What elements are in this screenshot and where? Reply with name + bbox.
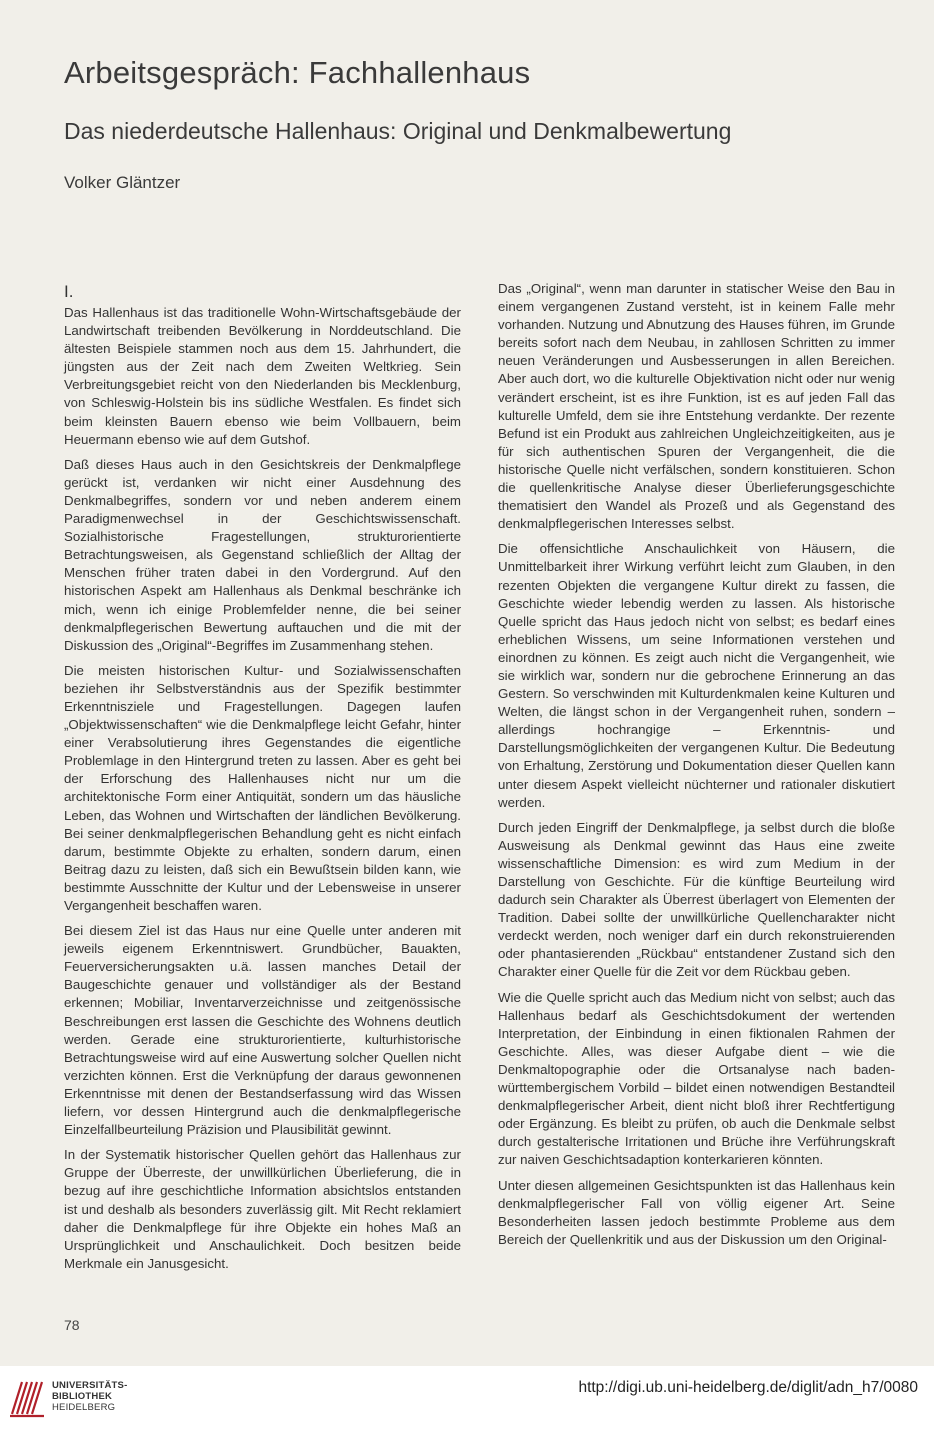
paragraph: Unter diesen allgemeinen Gesichtspunkten ist das Hallenhaus kein denkmalpflegerischer Fall von völlig eigener Art. Seine Besonderheiten lassen jedoch bestimmte Probleme aus dem Bereich der Quellenkritik und aus der Diskussion um den Original- — [498, 1177, 895, 1247]
paragraph: Durch jeden Eingriff der Denkmalpflege, ja selbst durch die bloße Ausweisung als Denkmal gewinnt das Haus eine zweite wissenschaftliche Dimension: es wird zum Medium in der Darstellung von Geschichte. Für die künftige Beurteilung wird dadurch sein Charakter als Überrest überlagert von Elementen der Tradition. Dabei sollte der unwillkürliche Quellencharakter nicht verdeckt werden, noch weniger darf ein durch rekonstruierenden oder phantasierenden „Rückbau“ entstandener Zustand sich den Charakter einer Quelle für die Zeit vor dem Rückbau geben. — [498, 819, 895, 980]
paragraph: Wie die Quelle spricht auch das Medium nicht von selbst; auch das Hallenhaus bedarf als Geschichtsdokument der wertenden Interpretation, der Einbindung in einen fiktionalen Rahmen der Geschichte. Alles, was dieser Aufgabe dient – wie die Denkmaltopographie oder die Ortsanalyse nach baden-württembergischem Vorbild – bildet einen notwendigen Bestandteil denkmalpflegerischer Arbeit, dient nicht bloß ihrer Rechtfertigung oder Ergänzung. Es bleibt zu prüfen, ob auch die Denkmale selbst durch gestalterische Irritationen und Brüche ihre Verführungskraft zur naiven Geschichtsadaption konterkarieren könnten. — [498, 989, 895, 1168]
logo-line: UNIVERSITÄTS- — [52, 1380, 128, 1391]
paragraph: Bei diesem Ziel ist das Haus nur eine Quelle unter anderen mit jeweils eigenem Erkenntniswert. Grundbücher, Bauakten, Feuerversicherungsakten u.ä. lassen manches Detail der Baugeschichte genauer und vollständiger als der Bestand erkennen; Mobiliar, Inventarverzeichnisse und zeitgenössische Beschreibungen erst lassen die Geschichte des Wohnens deutlich werden. Gerade eine strukturorientierte, kulturhistorische Betrachtungsweise wird auf eine Auswertung solcher Quellen nicht verzichten können. Erst die Verknüpfung der daraus gewonnenen Erkenntnisse mit denen der Bestandserfassung wird das Wissen liefern, vor dessen Hintergrund auch die denkmalpflegerische Einzelfallbeurteilung Präzision und Plausibilität gewinnt. — [64, 923, 461, 1138]
section-number: I. — [64, 282, 74, 301]
library-logo-icon — [8, 1374, 46, 1420]
article-subtitle: Das niederdeutsche Hallenhaus: Original und Denkmalbewertung — [64, 118, 732, 144]
paragraph: Die offensichtliche Anschaulichkeit von Häusern, die Unmittelbarkeit ihrer Wirkung verführt leicht zum Glauben, in den rezenten Objekten die vergangene Kultur direkt zu fassen, die Geschichte wieder lebendig werden zu lassen. Als historische Quelle spricht das Haus jedoch nicht von selbst; es bedarf eines erheblichen Wissens, um seine Informationen verstehen und einordnen zu können. Es zeigt auch nicht die Vergangenheit, wie sie wirklich war, sondern nur die gebrochene Erinnerung an das Gestern. So verschwinden mit Kulturdenkmalen keine Kulturen und Welten, die längst schon in der Vergangenheit ruhen, sondern – allerdings hochrangige – Erkenntnis- und Darstellungsmöglichkeiten der vergangenen Kultur. Die Bedeutung von Erhaltung, Zerstörung und Dokumentation dieser Quellen kann unter diesem Aspekt vielleicht nüchterner und rationaler diskutiert werden. — [498, 541, 895, 810]
paragraph: Das Hallenhaus ist das traditionelle Wohn-Wirtschaftsgebäude der Landwirtschaft treibenden Bevölkerung in Norddeutschland. Die ältesten Beispiele stammen noch aus dem 15. Jahrhundert, die jüngsten aus der Zeit nach dem Zweiten Weltkrieg. Sein Verbreitungsgebiet reicht von den Niederlanden bis Mecklenburg, von Schleswig-Holstein bis ins südliche Westfalen. Es findet sich beim kleinsten Bauern ebenso wie beim Vollbauern, beim Heuermann ebenso wie auf dem Gutshof. — [64, 305, 461, 447]
left-text-column — [64, 304, 461, 1280]
paragraph: Die meisten historischen Kultur- und Sozialwissenschaften beziehen ihr Selbstverständnis aus der Spezifik bestimmter Erkenntnisziele und Fragestellungen. Dagegen laufen „Objektwissenschaften“ wie die Denkmalpflege leicht Gefahr, hinter einer Verabsolutierung ihres Gegenstandes die eigentliche Problemlage in den Hintergrund treten zu lassen. Aber es geht bei der Erforschung des Hallenhauses nicht nur um die architektonische Form einer Antiquität, sondern um das häusliche Leben, das Wohnen und Wirtschaften der ländlichen Bevölkerung. Bei seiner denkmalpflegerischen Behandlung geht es nicht einfach darum, bestimmte Objekte zu erhalten, sondern darum, einen Beitrag dazu zu leisten, daß sich ein Bewußtsein bilden kann, wie bestimmte Ausschnitte der Kultur und der Lebensweise in unserer Vergangenheit beschaffen waren. — [64, 662, 461, 913]
author-name: Volker Gläntzer — [64, 173, 181, 192]
paragraph: In der Systematik historischer Quellen gehört das Hallenhaus zur Gruppe der Überreste, der unwillkürlichen Überlieferung, die in bezug auf ihre geschichtliche Information absichtslos entstanden ist und deshalb als besonders zuverlässig gilt. Mit Recht reklamiert daher die Denkmalpflege für ihre Objekte ein hohes Maß an Ursprünglichkeit und Anschaulichkeit. Doch besitzen beide Merkmale ein Janusgesicht. — [64, 1147, 461, 1271]
logo-line: BIBLIOTHEK — [52, 1391, 113, 1402]
page-number: 78 — [64, 1317, 80, 1333]
source-url-link[interactable]: http://digi.ub.uni-heidelberg.de/diglit/adn_h7/0080 — [578, 1379, 918, 1396]
paragraph: Das „Original“, wenn man darunter in statischer Weise den Bau in einem vergangenen Zustand versteht, ist in keinem Falle mehr vorhanden. Nutzung und Abnutzung des Hauses führen, im Grunde bereits sofort nach dem Neubau, in zahllosen Schritten zu immer neuen Veränderungen und Ausbesserungen in allen Bereichen. Aber auch dort, wo die kulturelle Objektivation nicht oder nur wenig verändert erscheint, ist es ihre Funktion, ist es auf jeden Fall das kulturelle Umfeld, dem sie ihre Entstehung verdankte. Der rezente Befund ist ein Produkt aus zahlreichen Ungleichzeitigkeiten, aus je für sich authentischen Spuren der Vergangenheit, die die historische Quelle nicht verfälschen, sondern konstituieren. Schon die quellenkritische Analyse dieser Überlieferungsgeschichte thematisiert den Wandel als Prozeß und als Gegenstand des denkmalpflegerischen Interesses selbst. — [498, 281, 895, 532]
library-logo-text — [52, 1380, 127, 1413]
page-title: Arbeitsgespräch: Fachhallenhaus — [64, 54, 531, 90]
paragraph: Daß dieses Haus auch in den Gesichtskreis der Denkmalpflege gerückt ist, verdanken wir nicht einer Ausdehnung des Denkmalbegriffes, sondern vor und neben anderem einem Paradigmenwechsel in der Geschichtswissenschaft. Sozialhistorische Fragestellungen, strukturorientierte Betrachtungsweisen, als Gegenstand schließlich der Alltag der Menschen früher traten dabei in den Vordergrund. Auf den historischen Aspekt am Hallenhaus als Denkmal beschränke ich mich, wenn ich einige Problemfelder nenne, die bei seiner denkmalpflegerischen Bewertung auftauchen und die mit der Diskussion des „Original“-Begriffes im Zusammenhang stehen. — [64, 456, 461, 653]
logo-line: HEIDELBERG — [52, 1402, 116, 1413]
footer-bar — [0, 1366, 934, 1431]
right-text-column — [498, 280, 895, 1256]
